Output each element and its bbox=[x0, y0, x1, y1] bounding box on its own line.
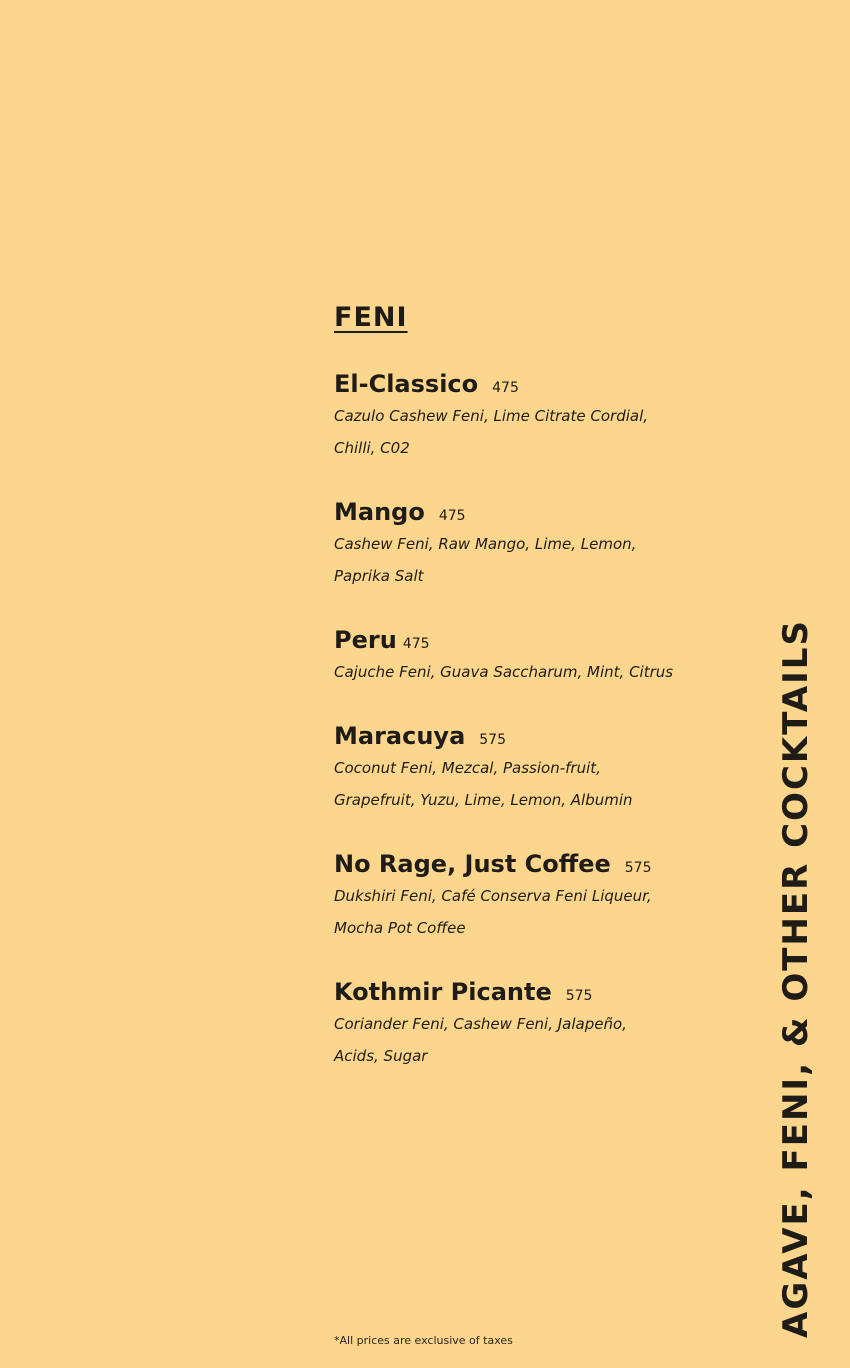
item-head bbox=[334, 622, 754, 658]
item-description bbox=[334, 656, 754, 688]
item-name: Mango bbox=[334, 498, 425, 526]
side-banner bbox=[752, 596, 840, 1338]
item-head bbox=[334, 846, 754, 882]
menu-item-peru bbox=[334, 622, 754, 688]
section-title: FENI bbox=[334, 302, 408, 333]
item-head bbox=[334, 974, 754, 1010]
item-name: Peru bbox=[334, 626, 397, 654]
description-line: Paprika Salt bbox=[334, 567, 424, 585]
description-line: Cashew Feni, Raw Mango, Lime, Lemon, bbox=[334, 535, 637, 553]
item-head bbox=[334, 494, 754, 530]
description-line: Chilli, C02 bbox=[334, 439, 410, 457]
item-price: 475 bbox=[492, 380, 519, 396]
menu-item-el-classico bbox=[334, 366, 754, 464]
item-price: 575 bbox=[479, 732, 506, 748]
side-banner-title: AGAVE, FENI, & OTHER COCKTAILS bbox=[776, 619, 816, 1338]
item-description bbox=[334, 400, 754, 464]
description-line: Coconut Feni, Mezcal, Passion-fruit, bbox=[334, 759, 601, 777]
price-footnote: *All prices are exclusive of taxes bbox=[334, 1334, 513, 1347]
menu-item-no-rage-just-coffee bbox=[334, 846, 754, 944]
description-line: Grapefruit, Yuzu, Lime, Lemon, Albumin bbox=[334, 791, 633, 809]
menu-item-mango bbox=[334, 494, 754, 592]
item-name: No Rage, Just Coffee bbox=[334, 850, 611, 878]
description-line: Cazulo Cashew Feni, Lime Citrate Cordial, bbox=[334, 407, 649, 425]
item-head bbox=[334, 718, 754, 754]
description-line: Coriander Feni, Cashew Feni, Jalapeño, bbox=[334, 1015, 627, 1033]
description-line: Mocha Pot Coffee bbox=[334, 919, 466, 937]
item-price: 475 bbox=[402, 636, 430, 652]
menu-column bbox=[334, 300, 754, 1072]
item-head bbox=[334, 366, 754, 402]
description-line: Dukshiri Feni, Café Conserva Feni Liqueur, bbox=[334, 887, 652, 905]
item-description bbox=[334, 1008, 754, 1072]
item-name: El-Classico bbox=[334, 370, 479, 398]
item-description bbox=[334, 528, 754, 592]
description-line: Cajuche Feni, Guava Saccharum, Mint, Citrus bbox=[334, 663, 674, 681]
item-price: 575 bbox=[565, 988, 593, 1004]
item-name: Maracuya bbox=[334, 722, 466, 750]
item-price: 475 bbox=[438, 508, 466, 524]
menu-item-maracuya bbox=[334, 718, 754, 816]
item-name: Kothmir Picante bbox=[334, 978, 552, 1006]
item-description bbox=[334, 880, 754, 944]
description-line: Acids, Sugar bbox=[334, 1047, 428, 1065]
menu-item-kothmir-picante bbox=[334, 974, 754, 1072]
item-price: 575 bbox=[624, 860, 652, 876]
item-description bbox=[334, 752, 754, 816]
